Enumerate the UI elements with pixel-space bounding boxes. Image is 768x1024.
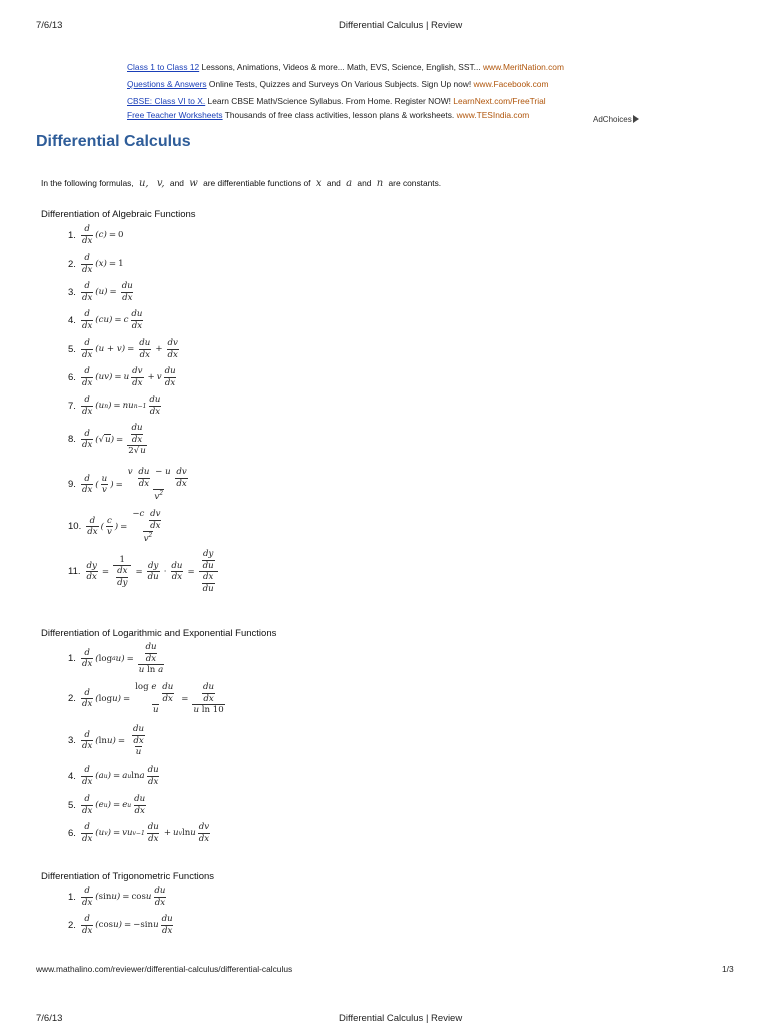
adchoices-icon [633, 115, 639, 123]
formula-math: d dx ( log u) = log e $\frac{du}{dx}$ u = $\frac{du}{dx}$ u ln 10 [81, 682, 224, 716]
ad-link[interactable]: Class 1 to Class 12 [127, 62, 200, 72]
intro-var: n [376, 178, 384, 189]
intro-text: are constants. [388, 178, 442, 188]
formula-number: 9. [68, 479, 76, 491]
formula [68, 254, 124, 274]
formula [68, 766, 162, 786]
formula [68, 339, 181, 359]
formula [68, 225, 124, 245]
formula [68, 468, 193, 502]
ad-text: Online Tests, Quizzes and Surveys On Various Subjects. Sign Up now! [206, 79, 474, 89]
formula-math: d dx ( cos u) = − sin u du dx [81, 914, 173, 936]
footer-url[interactable]: www.mathalino.com/reviewer/differential-calculus/differential-calculus [36, 964, 293, 974]
formula [68, 424, 149, 456]
intro-var: w [189, 178, 198, 189]
section-heading: Differentiation of Algebraic Functions [41, 209, 196, 220]
intro-var: x [315, 178, 322, 189]
intro-text: and [169, 178, 184, 188]
formula [68, 510, 166, 544]
adchoices-button[interactable] [593, 115, 639, 124]
formula [68, 823, 212, 843]
formula-number: 3. [68, 286, 76, 298]
formula-math: $\frac{d}{dx}$ (u + v) = $\frac{du}{dx}$ + $\frac{dv}{dx}$ [81, 338, 178, 360]
formula-number: 2. [68, 693, 76, 705]
section-heading: Differentiation of Logarithmic and Exponential Functions [41, 628, 277, 639]
formula-number: 1. [68, 229, 76, 241]
formula [68, 795, 148, 815]
ad-line [127, 110, 529, 120]
formula-number: 2. [68, 258, 76, 270]
formula [68, 683, 227, 715]
formula-number: 4. [68, 314, 76, 326]
formula [68, 367, 179, 387]
formula-math: d dx ( $\frac{u}{v}$ ) = v $\frac{du}{dx}$ − u $\frac{dv}{dx}$ $v^2$ [81, 467, 187, 503]
formula-math: $\frac{d}{dx}$ (u) = $\frac{du}{dx}$ [81, 281, 133, 303]
ad-link[interactable]: CBSE: Class VI to X. [127, 96, 206, 106]
ad-text: Thousands of free class activities, lesson plans & worksheets. [222, 110, 457, 120]
ad-line [127, 96, 546, 106]
ad-domain[interactable]: www.MeritNation.com [482, 62, 564, 72]
formula [68, 396, 163, 416]
formula-number: 1. [68, 653, 76, 665]
print-title: Differential Calculus | Review [339, 20, 463, 31]
adchoices-label: AdChoices [593, 115, 632, 124]
ad-domain[interactable]: LearnNext.com/FreeTrial [453, 96, 546, 106]
page-number: 1/3 [722, 964, 734, 974]
ad-line [127, 79, 548, 89]
formula [68, 725, 150, 757]
formula-number: 8. [68, 434, 76, 446]
formula-math: d dx ( log a u) = $\frac{du}{dx}$ u ln a [81, 642, 164, 676]
formula-math: d dx (u v ) = vu v−1 du dx + u v ln u dv dx [81, 822, 210, 844]
formula [68, 915, 176, 935]
ad-line [127, 62, 564, 72]
intro-paragraph [41, 178, 441, 189]
next-page-title: Differential Calculus | Review [339, 1013, 463, 1024]
formula-math: d dx ( sin u) = cos u du dx [81, 886, 166, 908]
formula-math: d dx (e u ) = e u du dx [81, 794, 146, 816]
formula-math: d dx (a u ) = a u ln a du dx [81, 765, 159, 787]
intro-text: and [326, 178, 341, 188]
next-page-date: 7/6/13 [36, 1013, 63, 1024]
formula [68, 310, 145, 330]
page-title: Differential Calculus [36, 133, 191, 150]
ad-domain[interactable]: www.TESIndia.com [456, 110, 530, 120]
formula [68, 550, 220, 593]
formula [68, 643, 166, 675]
section-heading: Differentiation of Trigonometric Functions [41, 871, 215, 882]
formula-math: $\frac{d}{dx}$ (cu) = c $\frac{du}{dx}$ [81, 309, 143, 331]
formula-math: $\frac{d}{dx}$ (x) = 1 [81, 253, 124, 275]
ad-link[interactable]: Questions & Answers [127, 79, 207, 89]
formula-number: 7. [68, 400, 76, 412]
formula-number: 6. [68, 371, 76, 383]
formula-math: d dx ( $\frac{c}{v}$ ) = −c $\frac{dv}{dx}$ $v^2$ [87, 509, 161, 545]
formula-math: $\frac{dy}{dx}$ = 1 $\frac{dx}{dy}$ = $\frac{dy}{du}$ · $\frac{du}{dx}$ = $\frac{dy}{du}$ $\frac{dx}{du}$ [84, 550, 220, 593]
formula-math: d dx ( √ u ) = $\frac{du}{dx}$ 2√u [81, 423, 146, 457]
formula-math: d dx ( ln u) = $\frac{du}{dx}$ u [81, 724, 145, 758]
ad-link[interactable]: Free Teacher Worksheets [127, 110, 223, 120]
ad-text: Lessons, Animations, Videos & more... Math, EVS, Science, English, SST... [199, 62, 483, 72]
formula-math: d dx (u n ) = nu n−1 du dx [81, 395, 161, 417]
print-date: 7/6/13 [36, 20, 63, 31]
intro-var: u, [138, 178, 149, 189]
formula-number: 6. [68, 827, 76, 839]
formula [68, 282, 136, 302]
intro-text: and [357, 178, 372, 188]
intro-var: a [346, 178, 353, 189]
intro-text: are differentiable functions of [203, 178, 311, 188]
formula-math: $\frac{d}{dx}$ (uv) = u $\frac{dv}{dx}$ + v $\frac{du}{dx}$ [81, 366, 176, 388]
formula-number: 10. [68, 521, 82, 533]
formula-number: 11. [68, 566, 81, 578]
formula-number: 4. [68, 770, 76, 782]
formula-number: 5. [68, 799, 76, 811]
formula [68, 887, 168, 907]
formula-number: 3. [68, 735, 76, 747]
formula-number: 2. [68, 919, 76, 931]
ad-domain[interactable]: www.Facebook.com [473, 79, 549, 89]
formula-math: $\frac{d}{dx}$ (c) = 0 [81, 224, 124, 246]
intro-var: v, [156, 178, 165, 189]
ad-text: Learn CBSE Math/Science Syllabus. From Home. Register NOW! [205, 96, 454, 106]
intro-text: In the following formulas, [41, 178, 134, 188]
formula-number: 5. [68, 343, 76, 355]
formula-number: 1. [68, 891, 76, 903]
